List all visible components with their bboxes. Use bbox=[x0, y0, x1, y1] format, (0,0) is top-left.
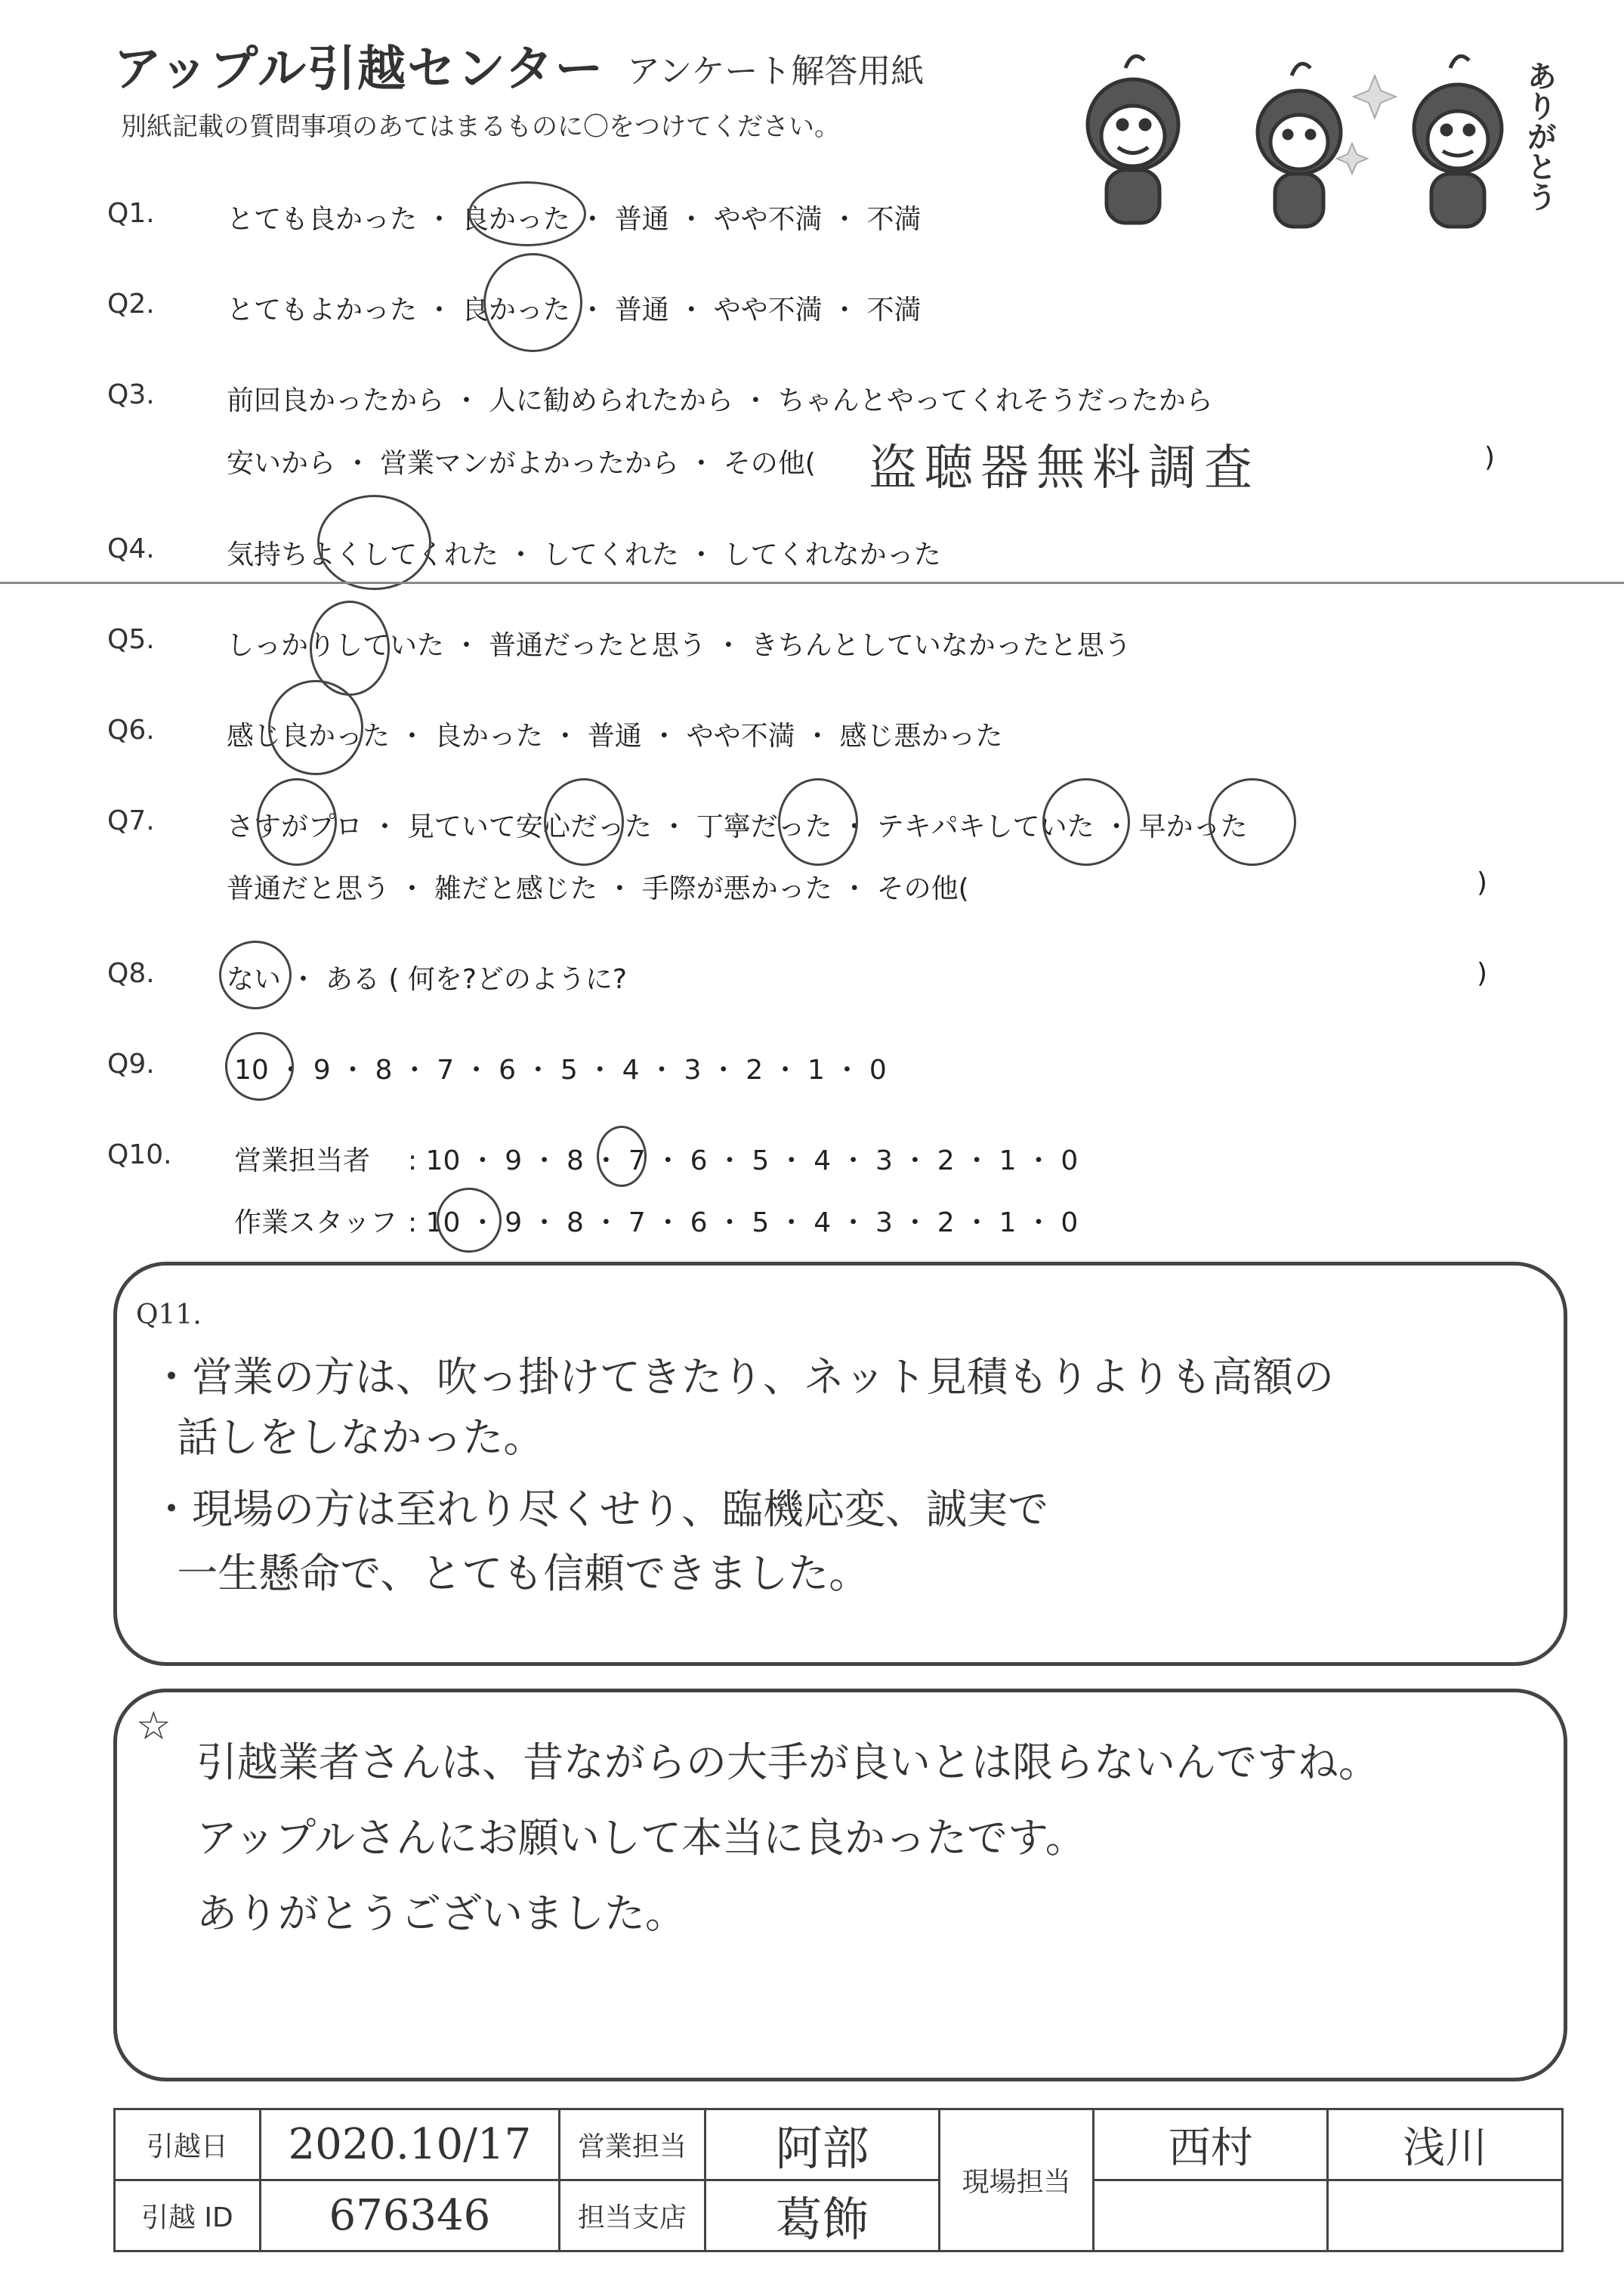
q10-staff-label: 作業スタッフ bbox=[234, 1207, 398, 1238]
q2-answer-circle bbox=[483, 253, 582, 352]
q3-other-answer: 盗聴器無料調査 bbox=[869, 440, 1260, 496]
q4-options[interactable]: 気持ちよくしてくれた ・ してくれた ・ してくれなかった bbox=[227, 539, 941, 570]
mascot-illustration bbox=[1073, 45, 1526, 245]
q11-line-4: 一生懸命で、とても信頼できました。 bbox=[151, 1550, 870, 1597]
q7-answer-circle-1 bbox=[257, 778, 337, 866]
form-subtitle: アンケート解答用紙 bbox=[627, 52, 925, 91]
comment-line-2: アップルさんにお願いして本当に良かったです。 bbox=[196, 1814, 1086, 1862]
q1-answer-circle bbox=[468, 181, 586, 246]
q9-answer-circle bbox=[225, 1032, 294, 1101]
scan-divider-line bbox=[0, 582, 1624, 584]
move-id-value: 676346 bbox=[260, 2180, 559, 2251]
q7-options-line2[interactable]: 普通だと思う ・ 雑だと感じた ・ 手際が悪かった ・ その他( bbox=[227, 873, 969, 904]
q7-answer-circle-4 bbox=[1042, 778, 1130, 866]
q5-label: Q5. bbox=[107, 624, 155, 655]
q10-sales-answer-circle bbox=[597, 1126, 647, 1187]
q7-close-paren: ) bbox=[1477, 867, 1488, 898]
site-label: 現場担当 bbox=[940, 2109, 1093, 2251]
q10-staff-scale[interactable]: : 10 ・ 9 ・ 8 ・ 7 ・ 6 ・ 5 ・ 4 ・ 3 ・ 2 ・ 1 ・ 0 bbox=[408, 1207, 1079, 1238]
q7-answer-circle-3 bbox=[778, 778, 858, 866]
q9-label: Q9. bbox=[107, 1049, 155, 1080]
q6-options[interactable]: 感じ良かった ・ 良かった ・ 普通 ・ やや不満 ・ 感じ悪かった bbox=[227, 721, 1003, 752]
q3-label: Q3. bbox=[107, 379, 155, 410]
sales-label: 営業担当 bbox=[560, 2109, 705, 2180]
q8-label: Q8. bbox=[107, 958, 155, 989]
branch-name: 葛飾 bbox=[705, 2180, 940, 2251]
move-id-label: 引越 ID bbox=[115, 2180, 261, 2251]
q4-label: Q4. bbox=[107, 533, 155, 564]
q5-options[interactable]: しっかりしていた ・ 普通だったと思う ・ きちんとしていなかったと思う bbox=[227, 630, 1132, 661]
q1-label: Q1. bbox=[107, 198, 155, 229]
sales-name: 阿部 bbox=[705, 2109, 940, 2180]
q6-label: Q6. bbox=[107, 715, 155, 746]
comment-line-3: ありがとうございました。 bbox=[196, 1890, 686, 1937]
q10-label: Q10. bbox=[107, 1139, 172, 1170]
form-title: アップル引越センター bbox=[113, 42, 605, 97]
q3-close-paren: ) bbox=[1484, 442, 1496, 473]
q2-options[interactable]: とてもよかった ・ 良かった ・ 普通 ・ やや不満 ・ 不満 bbox=[227, 295, 922, 326]
q8-close-paren: ) bbox=[1477, 958, 1488, 989]
site-staff-2: 浅川 bbox=[1328, 2109, 1563, 2180]
footer-table bbox=[113, 2108, 1564, 2252]
q8-options[interactable]: ない ・ ある ( 何を?どのように? bbox=[227, 964, 628, 995]
monkey-mascots-icon bbox=[1073, 45, 1526, 242]
q9-scale[interactable]: 10 ・ 9 ・ 8 ・ 7 ・ 6 ・ 5 ・ 4 ・ 3 ・ 2 ・ 1 ・ 0 bbox=[234, 1055, 887, 1086]
site-staff-1: 西村 bbox=[1093, 2109, 1328, 2180]
star-icon: ☆ bbox=[136, 1704, 171, 1749]
q7-options-line1[interactable]: さすがプロ ・ 見ていて安心だった ・ 丁寧だった ・ テキパキしていた ・ 早かった bbox=[227, 811, 1248, 842]
q8-answer-circle bbox=[219, 941, 292, 1009]
site-staff-empty-1 bbox=[1093, 2180, 1328, 2251]
site-staff-empty-2 bbox=[1328, 2180, 1563, 2251]
q3-options-line1[interactable]: 前回良かったから ・ 人に勧められたから ・ ちゃんとやってくれそうだったから bbox=[227, 385, 1213, 416]
q11-line-2: 話しをしなかった。 bbox=[151, 1414, 545, 1461]
q11-line-1: ・営業の方は、吹っ掛けてきたり、ネット見積もりよりも高額の bbox=[151, 1353, 1334, 1401]
q10-sales-label: 営業担当者 bbox=[234, 1145, 371, 1176]
q10-staff-answer-circle bbox=[437, 1188, 502, 1253]
q7-answer-circle-5 bbox=[1209, 778, 1296, 866]
move-date-label: 引越日 bbox=[115, 2109, 261, 2180]
q4-answer-circle bbox=[317, 495, 431, 590]
q11-box bbox=[113, 1262, 1567, 1666]
instruction-text: 別紙記載の質問事項のあてはまるものに〇をつけてください。 bbox=[121, 112, 840, 142]
q11-label: Q11. bbox=[136, 1299, 202, 1330]
q7-label: Q7. bbox=[107, 805, 155, 836]
comment-line-1: 引越業者さんは、昔ながらの大手が良いとは限らないんですね。 bbox=[196, 1738, 1379, 1786]
branch-label: 担当支店 bbox=[560, 2180, 705, 2251]
q2-label: Q2. bbox=[107, 289, 155, 320]
move-date-value: 2020.10/17 bbox=[260, 2109, 559, 2180]
thanks-text: ありがとう bbox=[1522, 60, 1557, 212]
q10-sales-scale[interactable]: : 10 ・ 9 ・ 8 ・ 7 ・ 6 ・ 5 ・ 4 ・ 3 ・ 2 ・ 1 ・ 0 bbox=[408, 1145, 1079, 1176]
q6-answer-circle bbox=[268, 680, 363, 775]
q11-line-3: ・現場の方は至れり尽くせり、臨機応変、誠実で bbox=[151, 1485, 1048, 1533]
q7-answer-circle-2 bbox=[544, 778, 624, 866]
q3-options-line2[interactable]: 安いから ・ 営業マンがよかったから ・ その他( bbox=[227, 448, 816, 479]
q1-options[interactable]: とても良かった ・ 良かった ・ 普通 ・ やや不満 ・ 不満 bbox=[227, 204, 922, 235]
